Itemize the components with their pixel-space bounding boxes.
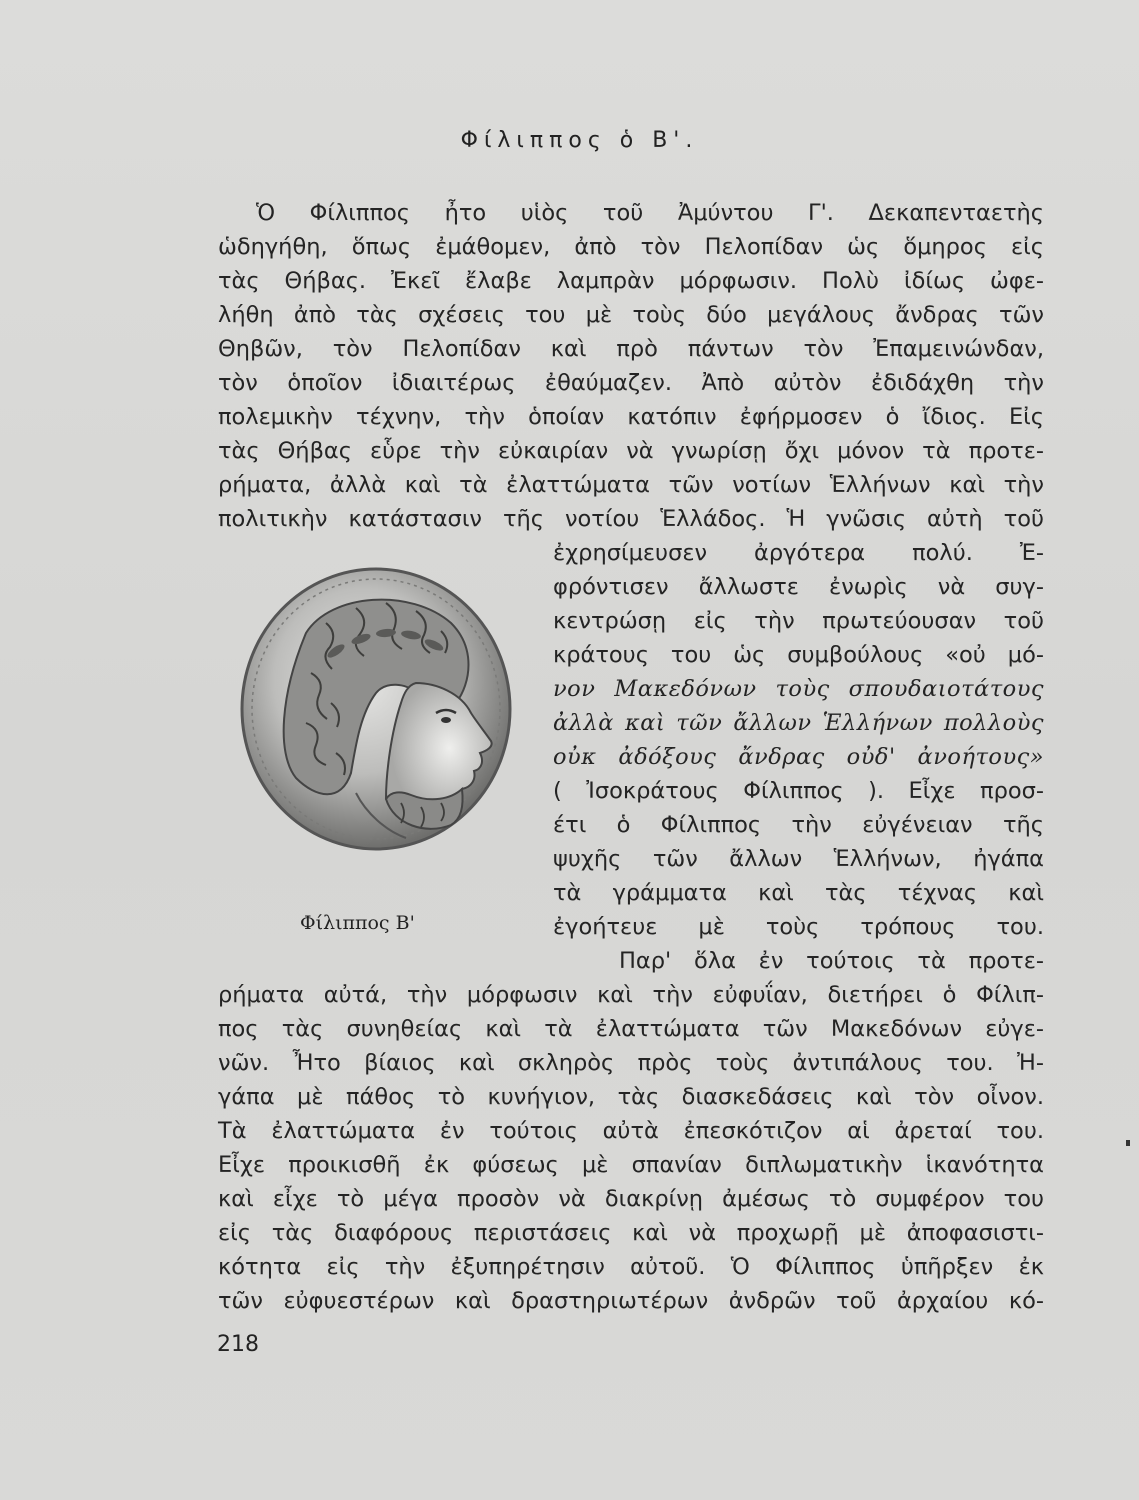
text-line: πολιτικὴν κατάστασιν τῆς νοτίου Ἑλλάδος. Ἡ γνῶσις αὐτὴ τοῦ: [218, 506, 1044, 532]
text-line: ἐγοήτευε μὲ τοὺς τρόπους του.: [553, 914, 1044, 940]
text-line: ὡδηγήθη, ὅπως ἐμάθομεν, ἀπὸ τὸν Πελοπίδαν ὡς ὅμηρος εἰς: [218, 234, 1044, 260]
text-line: τὸν ὁποῖον ἰδιαιτέρως ἐθαύμαζεν. Ἀπὸ αὐτὸν ἐδιδάχθη τὴν: [218, 370, 1044, 396]
chapter-heading: Φίλιππος ὁ Β'.: [460, 128, 699, 153]
text-line: ρήματα, ἀλλὰ καὶ τὰ ἐλαττώματα τῶν νοτίων Ἑλλήνων καὶ τὴν: [218, 472, 1044, 498]
coin-portrait-icon: [236, 563, 516, 853]
text-line: λήθη ἀπὸ τὰς σχέσεις του μὲ τοὺς δύο μεγάλους ἄνδρας τῶν: [218, 302, 1044, 328]
quote-line: νον Μακεδόνων τοὺς σπουδαιοτάτους: [553, 676, 1044, 702]
text-line: τῶν εὐφυεστέρων καὶ δραστηριωτέρων ἀνδρῶν τοῦ ἀρχαίου κό-: [218, 1288, 1044, 1314]
margin-mark: [1126, 1140, 1130, 1146]
text-line: ἐχρησίμευσεν ἀργότερα πολύ. Ἐ-: [553, 540, 1044, 566]
text-line: εἰς τὰς διαφόρους περιστάσεις καὶ νὰ προχωρῇ μὲ ἀποφασιστι-: [218, 1220, 1044, 1246]
text-line: πος τὰς συνηθείας καὶ τὰ ἐλαττώματα τῶν Μακεδόνων εὐγε-: [218, 1016, 1044, 1042]
text-line: Εἶχε προικισθῆ ἐκ φύσεως μὲ σπανίαν διπλωματικὴν ἱκανότητα: [218, 1152, 1044, 1178]
text-line: καὶ εἶχε τὸ μέγα προσὸν νὰ διακρίνῃ ἀμέσως τὸ συμφέρον του: [218, 1186, 1044, 1212]
text-line: πολεμικὴν τέχνην, τὴν ὁποίαν κατόπιν ἐφήρμοσεν ὁ ἴδιος. Εἰς: [218, 404, 1044, 430]
text-line: κράτους του ὡς συμβούλους «οὐ μό-: [553, 642, 1044, 668]
text-line: Τὰ ἐλαττώματα ἐν τούτοις αὐτὰ ἐπεσκότιζον αἱ ἀρεταί του.: [218, 1118, 1044, 1144]
text-line: ρήματα αὐτά, τὴν μόρφωσιν καὶ τὴν εὐφυΐαν, διετήρει ὁ Φίλιπ-: [218, 982, 1044, 1008]
quote-line: ἀλλὰ καὶ τῶν ἄλλων Ἑλλήνων πολλοὺς: [553, 710, 1044, 736]
text-line: Παρ' ὅλα ἐν τούτοις τὰ προτε-: [619, 948, 1044, 974]
text-line: ( Ἰσοκράτους Φίλιππος ). Εἶχε προσ-: [553, 778, 1044, 804]
page-number: 218: [217, 1332, 259, 1357]
text-line: τὰς Θήβας. Ἐκεῖ ἔλαβε λαμπρὰν μόρφωσιν. Πολὺ ἰδίως ὠφε-: [218, 268, 1044, 294]
text-line: τὰς Θήβας εὗρε τὴν εὐκαιρίαν νὰ γνωρίσῃ ὄχι μόνον τὰ προτε-: [218, 438, 1044, 464]
text-line: νῶν. Ἦτο βίαιος καὶ σκληρὸς πρὸς τοὺς ἀντιπάλους του. Ἠ-: [218, 1050, 1044, 1076]
text-line: Θηβῶν, τὸν Πελοπίδαν καὶ πρὸ πάντων τὸν Ἐπαμεινώνδαν,: [218, 336, 1044, 362]
text-line: γάπα μὲ πάθος τὸ κυνήγιον, τὰς διασκεδάσεις καὶ τὸν οἶνον.: [218, 1084, 1044, 1110]
text-line: κότητα εἰς τὴν ἐξυπηρέτησιν αὐτοῦ. Ὁ Φίλιππος ὑπῆρξεν ἐκ: [218, 1254, 1044, 1280]
text-line: κεντρώσῃ εἰς τὴν πρωτεύουσαν τοῦ: [553, 608, 1044, 634]
figure-caption: Φίλιππος Β': [300, 912, 415, 934]
quote-line: οὐκ ἀδόξους ἄνδρας οὐδ' ἀνοήτους»: [553, 744, 1044, 770]
text-line: τὰ γράμματα καὶ τὰς τέχνας καὶ: [553, 880, 1044, 906]
coin-figure: [236, 563, 516, 853]
text-line: έτι ὁ Φίλιππος τὴν εὐγένειαν τῆς: [553, 812, 1044, 838]
text-line: Ὁ Φίλιππος ἦτο υἱὸς τοῦ Ἀμύντου Γ'. Δεκαπενταετὴς: [256, 200, 1044, 226]
text-line: ψυχῆς τῶν ἄλλων Ἑλλήνων, ἠγάπα: [553, 846, 1044, 872]
text-line: φρόντισεν ἄλλωστε ἐνωρὶς νὰ συγ-: [553, 574, 1044, 600]
